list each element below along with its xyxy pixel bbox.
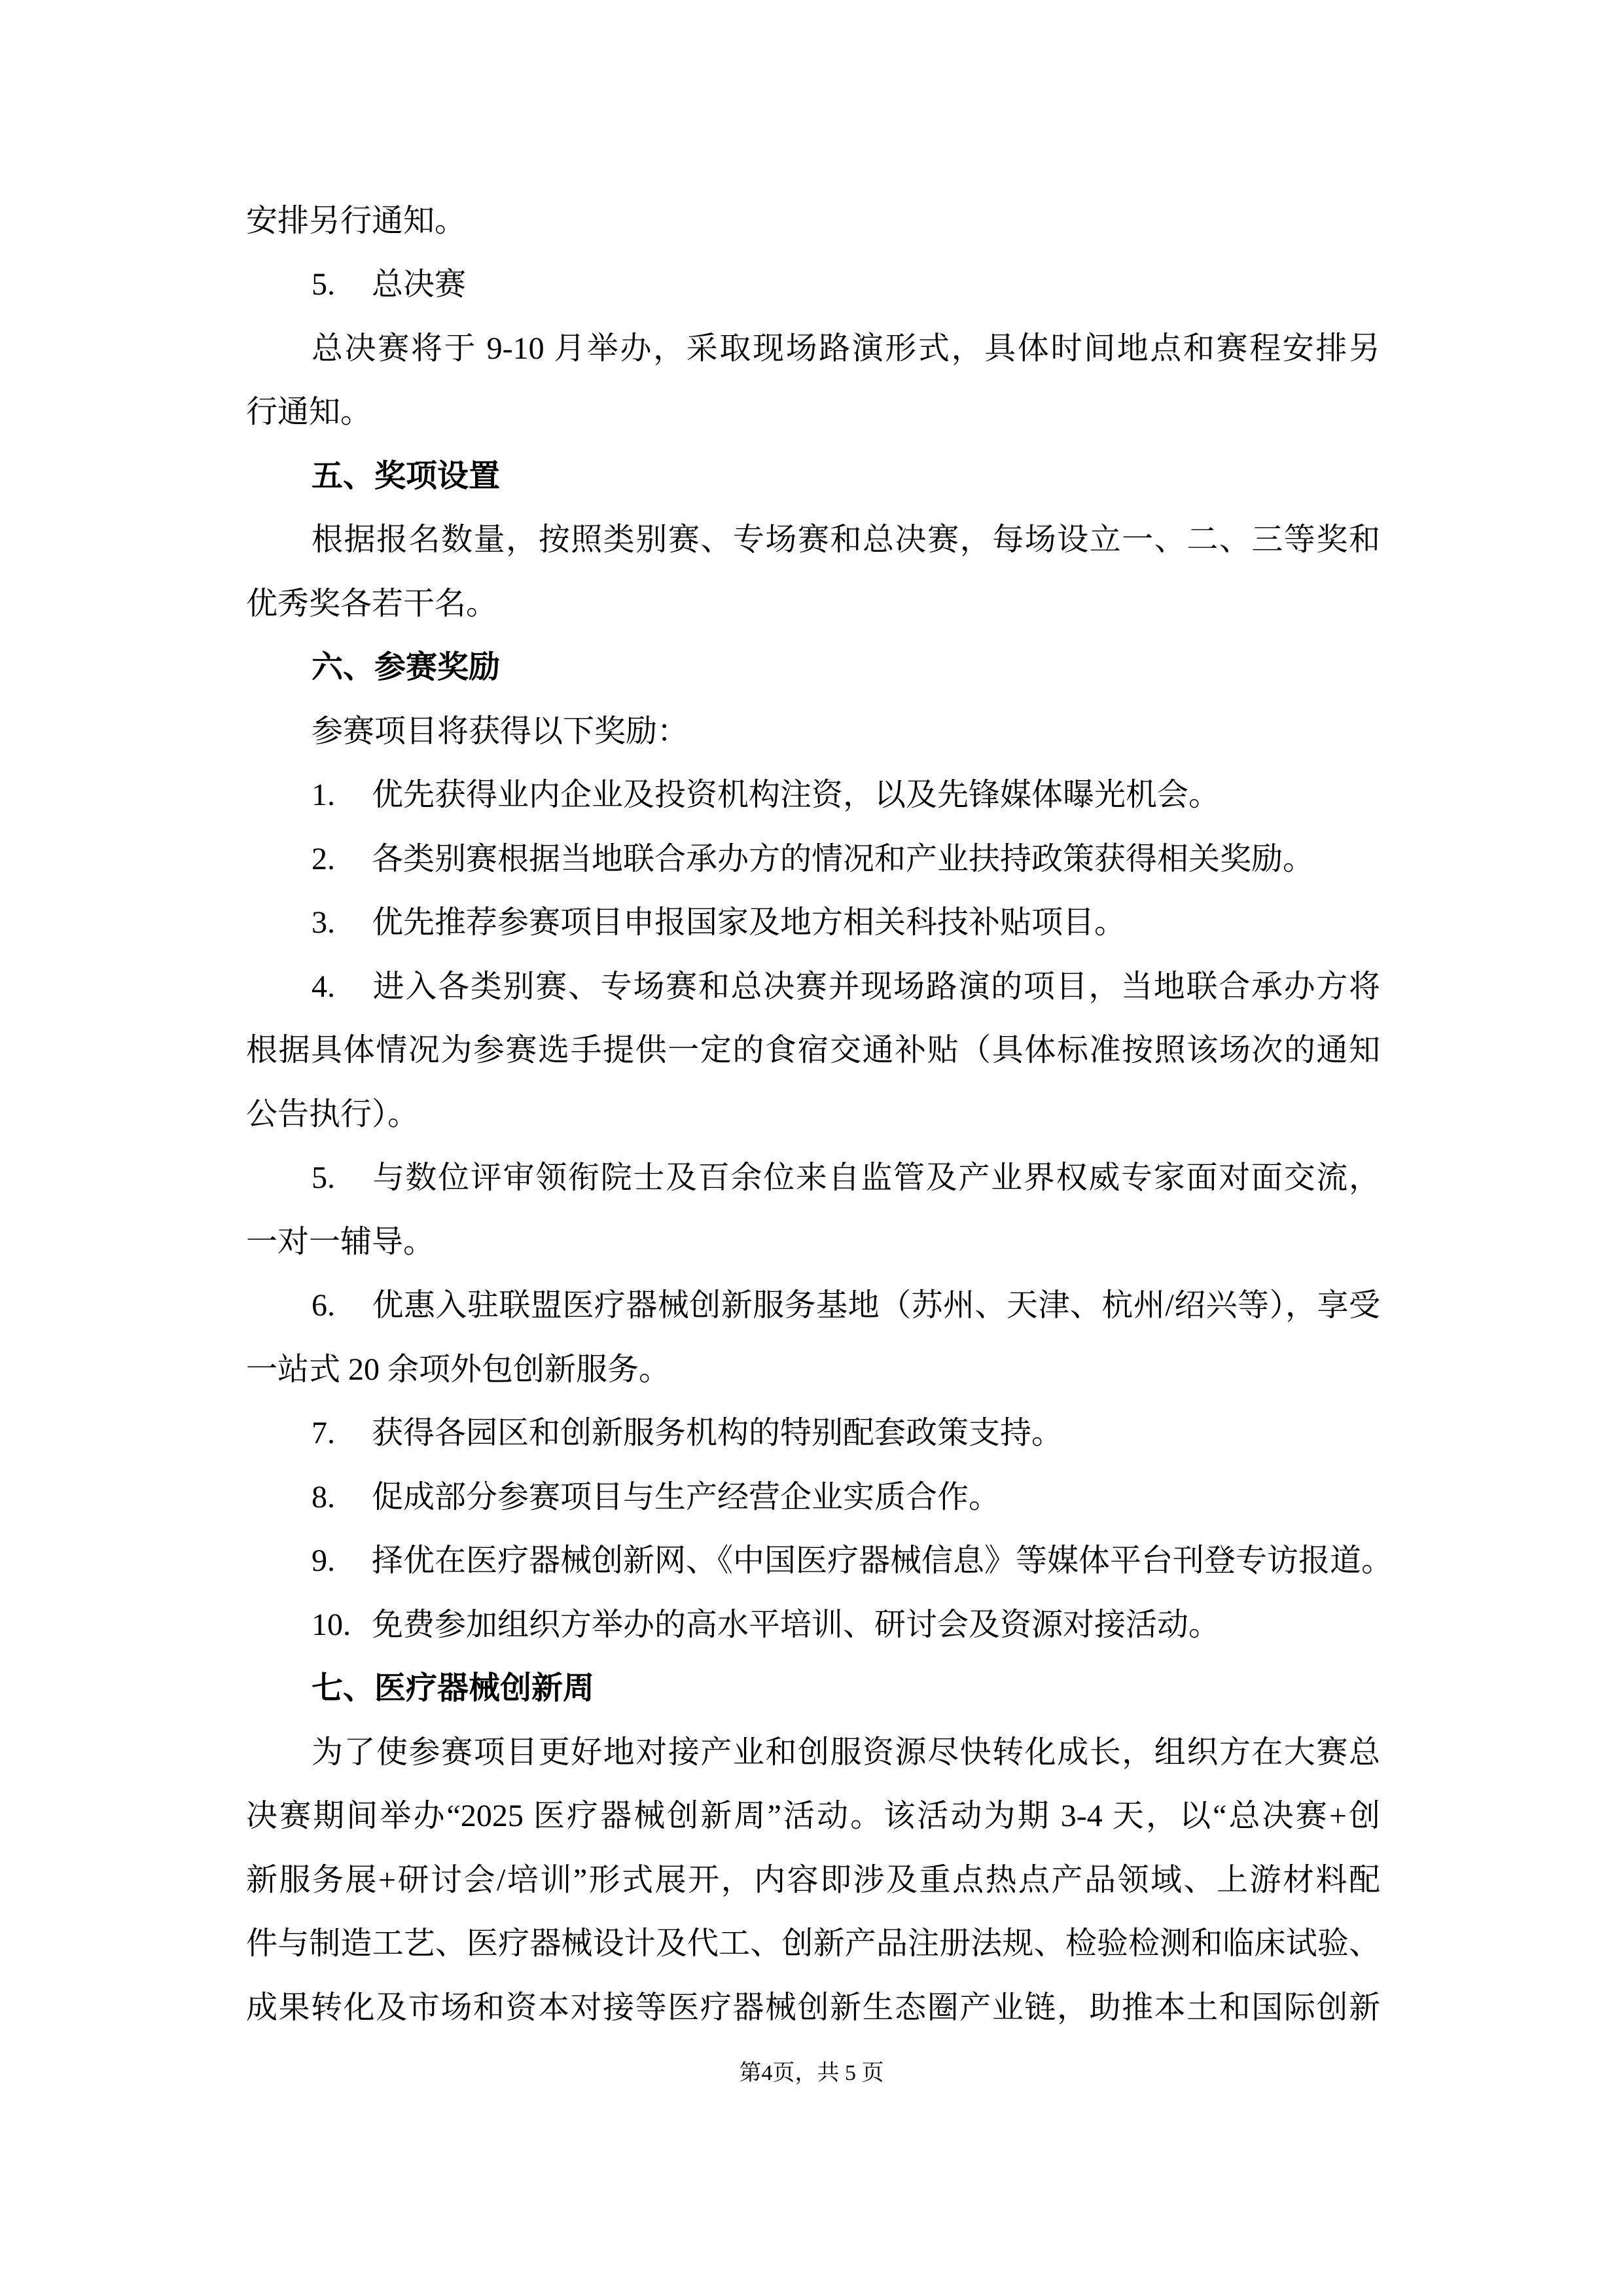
list-item-number: 8. bbox=[312, 1480, 335, 1515]
list-item bbox=[312, 1286, 1380, 1325]
list-item-number: 9. bbox=[312, 1543, 335, 1578]
list-item-number: 10. bbox=[312, 1607, 351, 1642]
text-line: 成果转化及市场和资本对接等医疗器械创新生态圈产业链，助推本土和国际创新 bbox=[246, 1990, 1380, 2025]
list-item-number: 5. bbox=[312, 1160, 335, 1195]
text-line: 一对一辅导。 bbox=[246, 1225, 435, 1259]
list-item-text: 进入各类别赛、专场赛和总决赛并现场路演的项目，当地联合承办方将 bbox=[372, 969, 1380, 1004]
section-heading-innovation-week: 七、医疗器械创新周 bbox=[312, 1671, 595, 1706]
list-item bbox=[312, 967, 1380, 1007]
list-item bbox=[312, 1541, 1393, 1581]
list-item-text: 获得各园区和创新服务机构的特别配套政策支持。 bbox=[372, 1416, 1063, 1450]
text-line: 一站式 20 余项外包创新服务。 bbox=[246, 1352, 671, 1387]
text-line: 公告执行）。 bbox=[246, 1097, 419, 1132]
list-item bbox=[312, 265, 1380, 304]
list-item-text: 总决赛 bbox=[372, 267, 467, 302]
list-item bbox=[312, 903, 1380, 942]
text-line: 优秀奖各若干名。 bbox=[246, 586, 498, 621]
text-line: 参赛项目将获得以下奖励： bbox=[312, 714, 689, 749]
list-item bbox=[312, 1414, 1380, 1453]
list-item-text: 与数位评审领衔院士及百余位来自监管及产业界权威专家面对面交流， bbox=[372, 1160, 1380, 1195]
text-line: 件与制造工艺、医疗器械设计及代工、创新产品注册法规、检验检测和临床试验、 bbox=[246, 1926, 1380, 1961]
text-line: 为了使参赛项目更好地对接产业和创服资源尽快转化成长，组织方在大赛总 bbox=[312, 1735, 1380, 1770]
list-item-number: 5. bbox=[312, 267, 335, 302]
list-item-number: 4. bbox=[312, 969, 335, 1004]
list-item-text: 优先推荐参赛项目申报国家及地方相关科技补贴项目。 bbox=[372, 905, 1126, 940]
text-line: 总决赛将于 9-10 月举办，采取现场路演形式，具体时间地点和赛程安排另 bbox=[312, 331, 1380, 366]
list-item-text: 免费参加组织方举办的高水平培训、研讨会及资源对接活动。 bbox=[372, 1607, 1221, 1642]
list-item bbox=[312, 1158, 1380, 1198]
text-line: 新服务展+研讨会/培训”形式展开，内容即涉及重点热点产品领域、上游材料配 bbox=[246, 1863, 1380, 1897]
list-item-number: 2. bbox=[312, 842, 335, 876]
list-item bbox=[312, 840, 1380, 879]
text-line: 根据具体情况为参赛选手提供一定的食宿交通补贴（具体标准按照该场次的通知 bbox=[246, 1033, 1380, 1067]
text-line: 根据报名数量，按照类别赛、专场赛和总决赛，每场设立一、二、三等奖和 bbox=[312, 522, 1380, 557]
list-item bbox=[312, 1478, 1380, 1517]
list-item-text: 优先获得业内企业及投资机构注资，以及先锋媒体曝光机会。 bbox=[372, 778, 1221, 812]
section-heading-awards: 五、奖项设置 bbox=[312, 459, 501, 493]
list-item-text: 优惠入驻联盟医疗器械创新服务基地（苏州、天津、杭州/绍兴等），享受 bbox=[372, 1288, 1380, 1323]
list-item-number: 6. bbox=[312, 1288, 335, 1323]
text-line: 行通知。 bbox=[246, 395, 372, 429]
page-footer: 第4页，共 5 页 bbox=[739, 2061, 884, 2085]
list-item bbox=[312, 776, 1380, 815]
section-heading-rewards: 六、参赛奖励 bbox=[312, 650, 501, 685]
text-line: 决赛期间举办“2025 医疗器械创新周”活动。该活动为期 3-4 天，以“总决赛+创 bbox=[246, 1799, 1380, 1833]
list-item-text: 各类别赛根据当地联合承办方的情况和产业扶持政策获得相关奖励。 bbox=[372, 842, 1315, 876]
list-item-number: 7. bbox=[312, 1416, 335, 1450]
list-item-text: 择优在医疗器械创新网、《中国医疗器械信息》等媒体平台刊登专访报道。 bbox=[372, 1543, 1393, 1578]
text-line: 安排另行通知。 bbox=[246, 204, 467, 238]
list-item-number: 3. bbox=[312, 905, 335, 940]
list-item-number: 1. bbox=[312, 778, 335, 812]
list-item bbox=[312, 1605, 1380, 1645]
list-item-text: 促成部分参赛项目与生产经营企业实质合作。 bbox=[372, 1480, 1001, 1515]
